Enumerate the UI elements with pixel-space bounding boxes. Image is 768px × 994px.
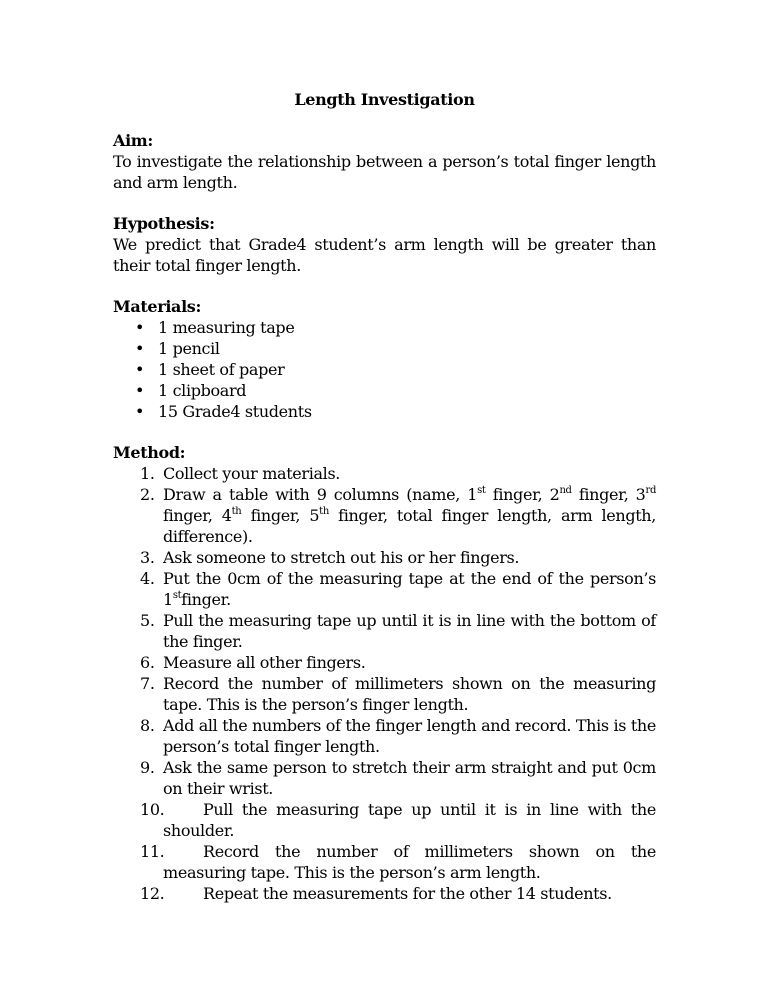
step-text: Ask someone to stretch out his or her fingers. — [163, 548, 520, 567]
step-text: Repeat the measurements for the other 14 students. — [203, 884, 612, 903]
step-text: Draw a table with 9 columns (name, 1st finger, 2nd finger, 3rd finger, 4th finger, 5th finger, total finger length, arm length, difference). — [163, 484, 656, 546]
method-step — [113, 484, 656, 547]
method-step — [113, 610, 656, 652]
method-step — [113, 547, 656, 568]
step-number: 11. — [140, 842, 165, 861]
list-item: • 1 clipboard — [135, 381, 247, 400]
step-text: Record the number of millimeters shown on the measuring tape. This is the person’s arm length. — [163, 842, 656, 882]
step-number: 3. — [140, 548, 155, 567]
hypothesis-section — [113, 213, 656, 276]
method-section — [113, 442, 656, 904]
method-step — [113, 757, 656, 799]
step-text: Pull the measuring tape up until it is in line with the bottom of the finger. — [163, 611, 656, 651]
hypothesis-text: We predict that Grade4 student’s arm length will be greater than their total finger length. — [113, 235, 656, 275]
step-number: 12. — [140, 884, 165, 903]
step-number: 2. — [140, 485, 155, 504]
method-step — [113, 799, 656, 841]
step-text: Add all the numbers of the finger length and record. This is the person’s total finger length. — [163, 716, 656, 756]
bullet-icon: • — [135, 381, 145, 400]
method-step — [113, 673, 656, 715]
step-number: 6. — [140, 653, 155, 672]
list-item: • 1 pencil — [135, 339, 220, 358]
method-heading: Method: — [113, 443, 186, 462]
bullet-icon: • — [135, 339, 145, 358]
step-number: 1. — [140, 464, 155, 483]
step-text: Ask the same person to stretch their arm straight and put 0cm on their wrist. — [163, 758, 656, 798]
document-title: Length Investigation — [294, 90, 475, 109]
method-step — [113, 883, 656, 904]
step-number: 9. — [140, 758, 155, 777]
list-item: • 1 sheet of paper — [135, 360, 285, 379]
method-step — [113, 652, 656, 673]
hypothesis-heading: Hypothesis: — [113, 214, 215, 233]
method-list — [113, 463, 656, 904]
aim-section — [113, 130, 656, 193]
step-text: Pull the measuring tape up until it is in line with the shoulder. — [163, 800, 656, 840]
aim-text: To investigate the relationship between a person’s total finger length and arm length. — [113, 152, 656, 192]
step-text: Measure all other fingers. — [163, 653, 366, 672]
bullet-icon: • — [135, 318, 145, 337]
document-body — [113, 89, 656, 904]
step-number: 4. — [140, 569, 155, 588]
step-text: Collect your materials. — [163, 464, 341, 483]
step-number: 5. — [140, 611, 155, 630]
step-text: Record the number of millimeters shown on the measuring tape. This is the person’s finger length. — [163, 674, 656, 714]
aim-heading: Aim: — [113, 131, 153, 150]
materials-heading: Materials: — [113, 297, 202, 316]
bullet-icon: • — [135, 360, 145, 379]
step-number: 8. — [140, 716, 155, 735]
step-number: 10. — [140, 800, 165, 819]
step-text: Put the 0cm of the measuring tape at the end of the person’s 1stfinger. — [163, 569, 656, 609]
method-step — [113, 568, 656, 610]
method-step — [113, 841, 656, 883]
list-item: • 15 Grade4 students — [135, 402, 312, 421]
bullet-icon: • — [135, 402, 145, 421]
method-step — [113, 715, 656, 757]
list-item: • 1 measuring tape — [135, 318, 295, 337]
materials-section — [113, 296, 656, 422]
materials-list — [113, 317, 656, 422]
method-step — [113, 463, 656, 484]
step-number: 7. — [140, 674, 155, 693]
